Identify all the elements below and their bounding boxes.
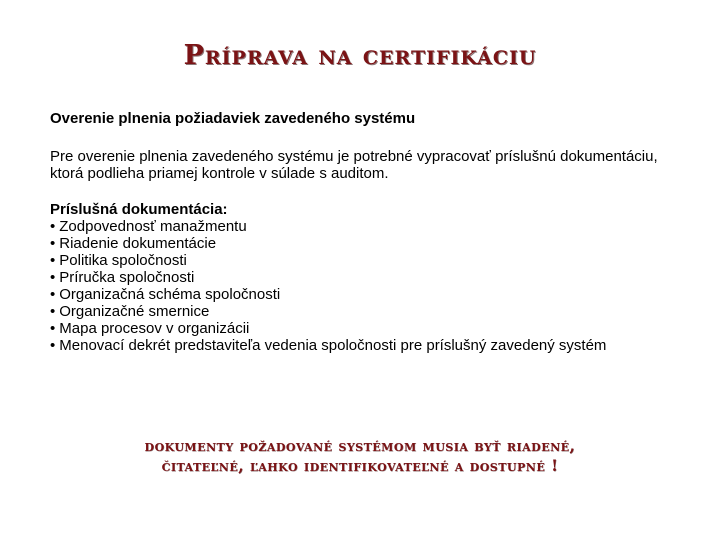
bullet-text: Organizačná schéma spoločnosti	[59, 286, 281, 303]
slide-title: Príprava na certifikáciu	[183, 40, 537, 71]
footer-line: dokumenty požadované systémom musia byť riadené,	[144, 436, 576, 455]
slide-body	[50, 110, 670, 354]
bullet-text: Organizačné smernice	[59, 303, 210, 320]
bullet-item	[50, 269, 670, 286]
bullet-icon: •	[50, 269, 56, 286]
bullet-icon: •	[50, 235, 56, 252]
footer-line: čitateľné, ľahko identifikovateľné a dostupné !	[161, 456, 559, 475]
bullet-icon: •	[50, 218, 56, 235]
bullet-icon: •	[50, 337, 56, 354]
bullet-text: Zodpovednosť manažmentu	[59, 218, 247, 235]
bullet-icon: •	[50, 320, 56, 337]
documentation-bullet-list	[50, 218, 670, 354]
bullet-item	[50, 218, 670, 235]
bullet-icon: •	[50, 286, 56, 303]
bullet-text: Príručka spoločnosti	[59, 269, 195, 286]
bullet-item	[50, 235, 670, 252]
intro-heading: Overenie plnenia požiadaviek zavedeného systému	[50, 110, 416, 127]
bullet-text: Riadenie dokumentácie	[59, 235, 217, 252]
bullet-item	[50, 320, 670, 337]
body-paragraph: Pre overenie plnenia zavedeného systému je potrebné vypracovať príslušnú dokumentáciu, ktorá podlieha priamej kontrole v súlade s auditom.	[50, 148, 658, 182]
documentation-heading: Príslušná dokumentácia:	[50, 201, 228, 218]
bullet-text: Politika spoločnosti	[59, 252, 187, 269]
bullet-text: Menovací dekrét predstaviteľa vedenia spoločnosti pre príslušný zavedený systém	[59, 337, 607, 354]
bullet-item	[50, 252, 670, 269]
bullet-icon: •	[50, 303, 56, 320]
bullet-text: Mapa procesov v organizácii	[59, 320, 250, 337]
bullet-item	[50, 286, 670, 303]
footer-statement	[0, 436, 720, 476]
bullet-item	[50, 303, 670, 320]
bullet-icon: •	[50, 252, 56, 269]
bullet-item	[50, 337, 670, 354]
